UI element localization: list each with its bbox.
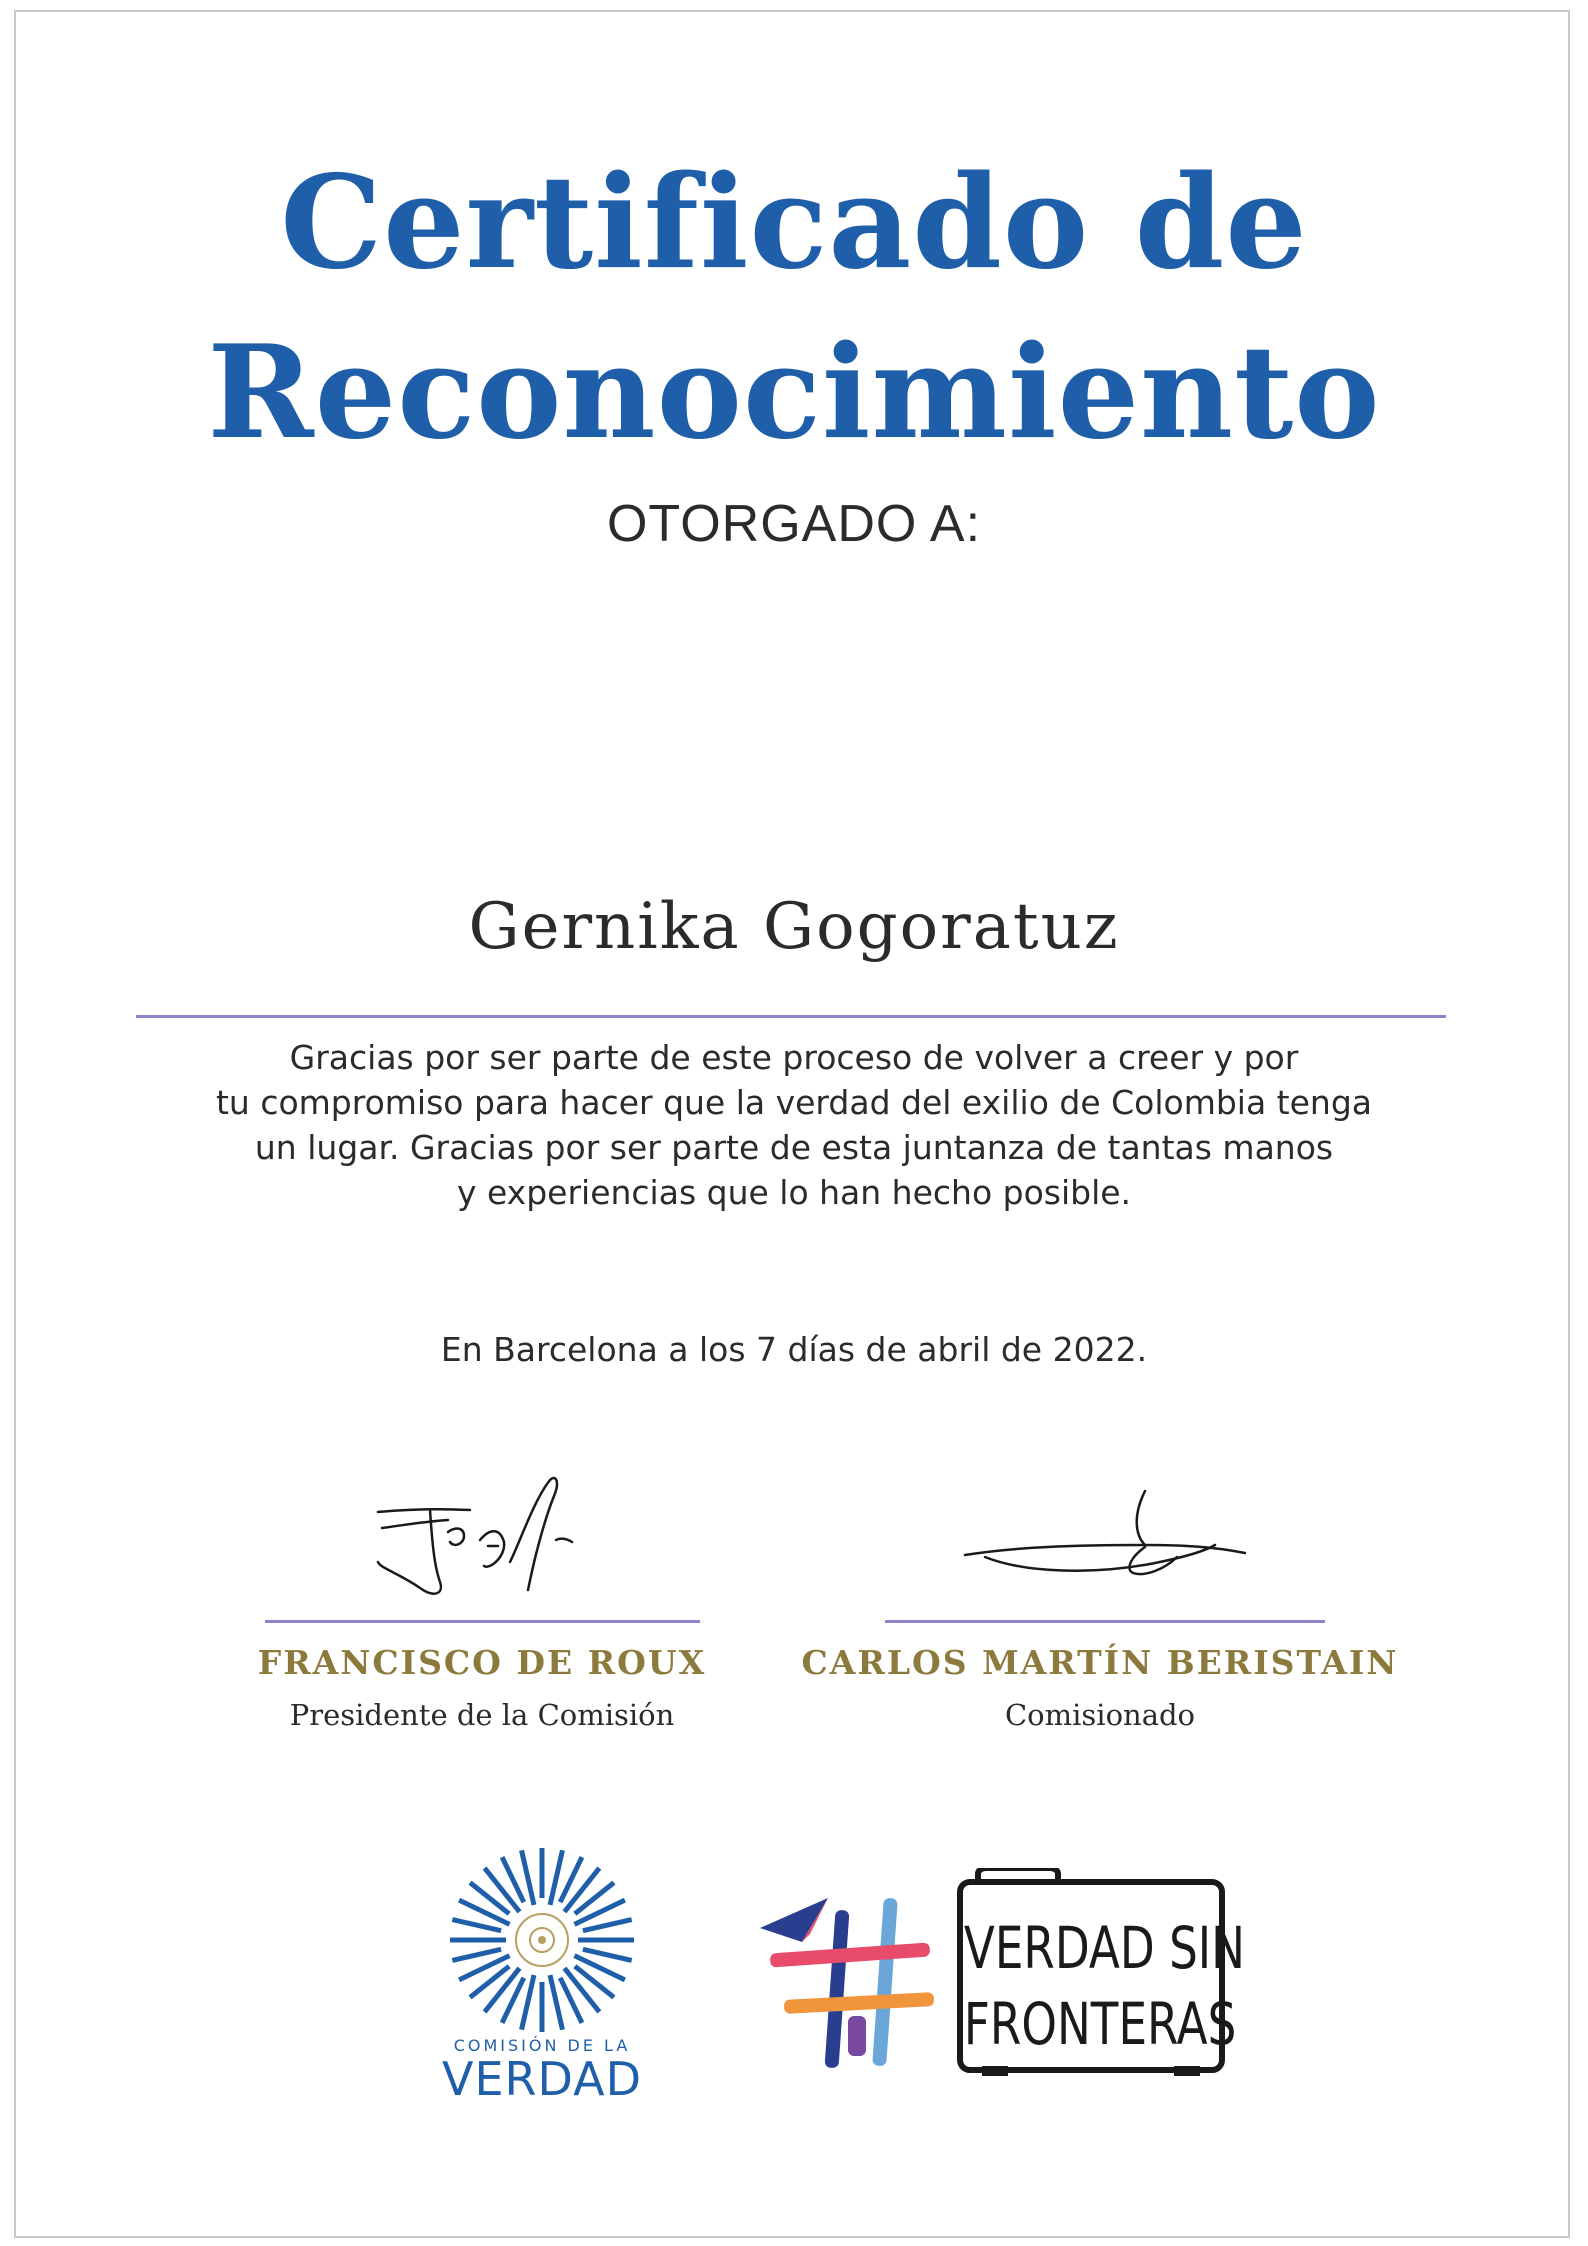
vsf-logo-line1: VERDAD SIN — [963, 1914, 1245, 1982]
awarded-to-label: OTORGADO A: — [606, 495, 982, 553]
acknowledgement-line: un lugar. Gracias por ser parte de esta juntanza de tantas manos — [254, 1128, 1334, 1167]
comision-logo-big-text: VERDAD — [442, 2052, 642, 2106]
signatory-1-role: Presidente de la Comisión — [289, 1698, 675, 1732]
recipient-underline — [136, 1015, 1446, 1018]
vsf-logo-line2: FRONTERAS — [963, 1990, 1237, 2058]
signature-2-rule — [885, 1620, 1325, 1623]
acknowledgement-line: tu compromiso para hacer que la verdad del exilio de Colombia tenga — [215, 1083, 1372, 1122]
recipient-name: Gernika Gogoratuz — [468, 890, 1120, 964]
signatory-1-name: FRANCISCO DE ROUX — [257, 1643, 707, 1682]
sun-ray — [583, 1920, 632, 1931]
signature-2 — [955, 1485, 1255, 1585]
certificate-title-line2: Reconocimiento — [207, 318, 1381, 468]
acknowledgement-text — [180, 1035, 1408, 1215]
acknowledgement-line: Gracias por ser parte de este proceso de volver a creer y por — [289, 1038, 1299, 1077]
sun-ray — [452, 1949, 501, 1960]
signatory-2-role: Comisionado — [1004, 1698, 1196, 1732]
sun-ray — [452, 1920, 501, 1931]
signature-1-rule — [265, 1620, 700, 1623]
signature-1 — [360, 1470, 600, 1610]
acknowledgement-line: y experiencias que lo han hecho posible. — [456, 1173, 1132, 1212]
signatory-2-name: CARLOS MARTÍN BERISTAIN — [801, 1643, 1399, 1682]
certificate-title-line1: Certificado de — [280, 148, 1308, 298]
date-place-line: En Barcelona a los 7 días de abril de 2022. — [440, 1330, 1148, 1369]
comision-logo-small-text: COMISIÓN DE LA — [453, 2036, 631, 2055]
sun-ray — [583, 1949, 632, 1960]
